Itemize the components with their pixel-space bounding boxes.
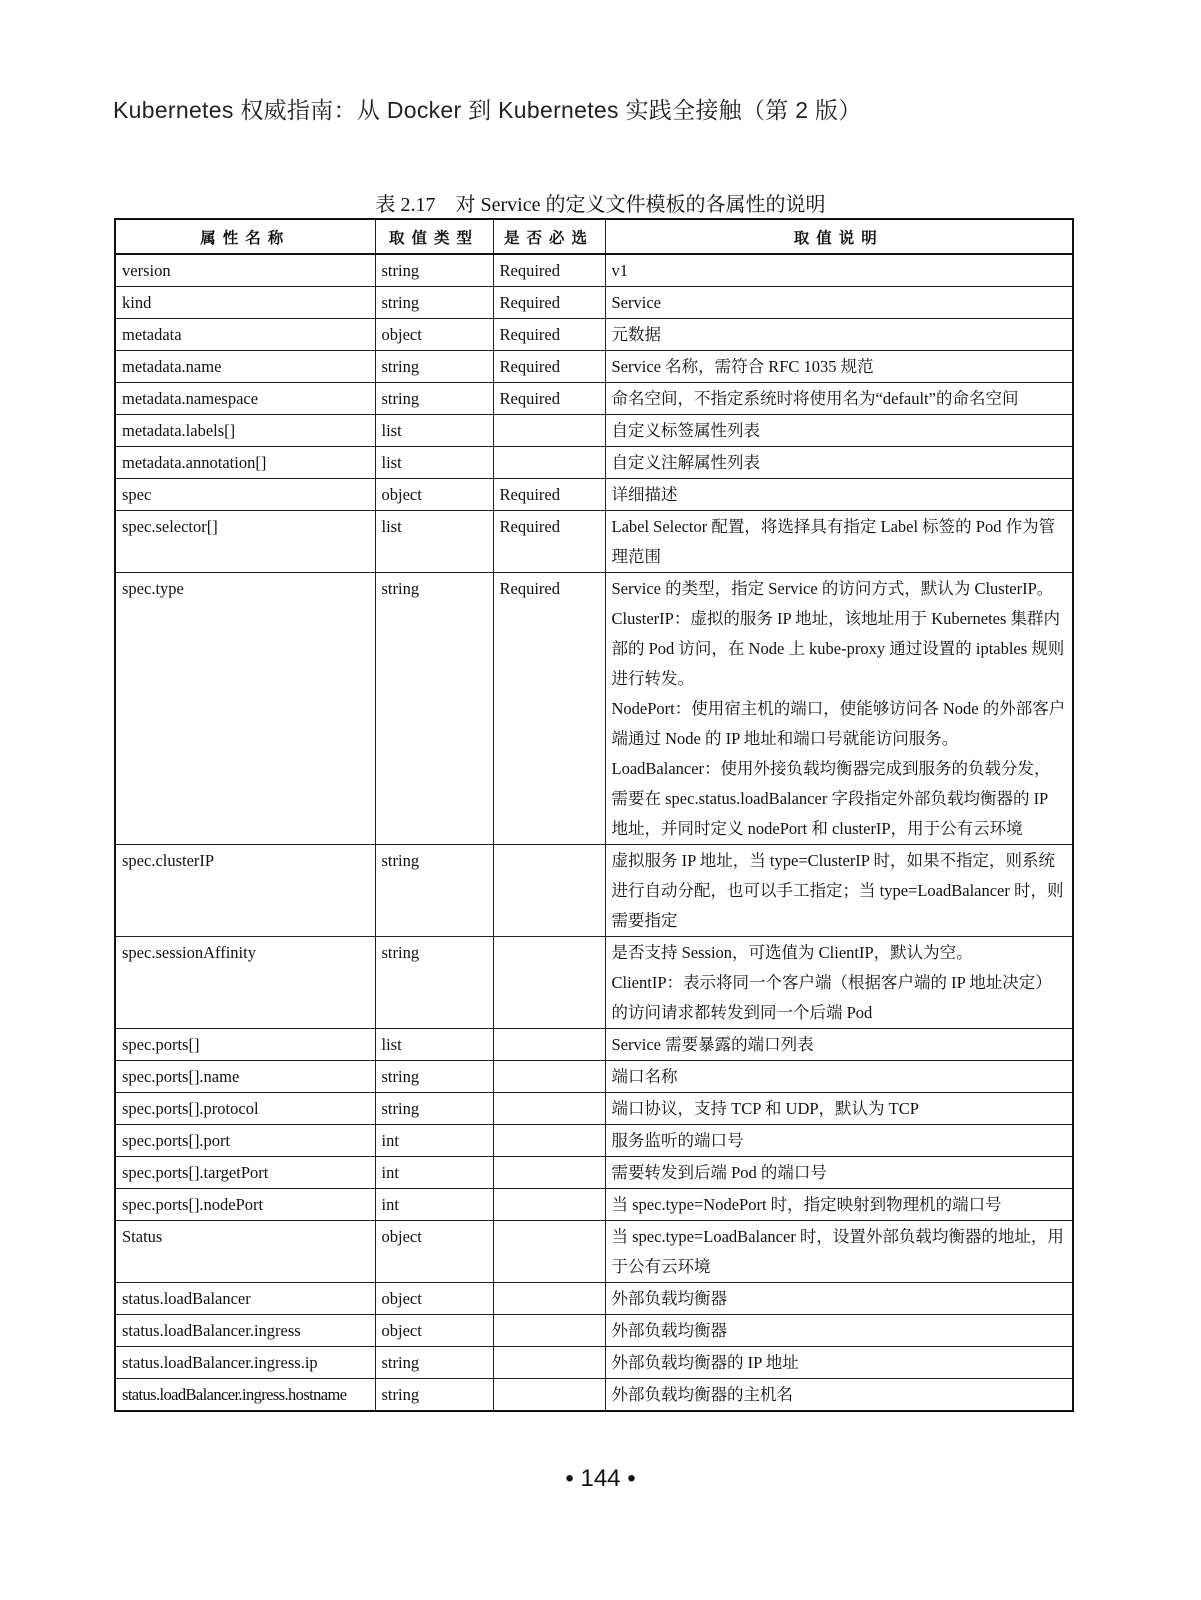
required-cell [493, 1379, 605, 1412]
table-row [115, 254, 1073, 287]
attribute-name-cell: status.loadBalancer.ingress.hostname [115, 1379, 375, 1412]
description-paragraph: LoadBalancer：使用外接负载均衡器完成到服务的负载分发，需要在 spec.status.loadBalancer 字段指定外部负载均衡器的 IP 地址，并同时定义 nodePort 和 clusterIP，用于公有云环境 [611, 759, 1051, 838]
value-type-cell: object [375, 1221, 493, 1283]
description-cell [605, 1189, 1073, 1221]
table-row [115, 319, 1073, 351]
required-cell: Required [493, 573, 605, 845]
required-cell [493, 1221, 605, 1283]
description-paragraph: 服务监听的端口号 [611, 1131, 744, 1150]
description-cell [605, 351, 1073, 383]
table-row [115, 1315, 1073, 1347]
attribute-name-cell: spec.ports[].protocol [115, 1093, 375, 1125]
header-type: 取值类型 [375, 219, 493, 254]
description-paragraph: 端口协议，支持 TCP 和 UDP，默认为 TCP [611, 1099, 919, 1118]
attribute-name-cell: spec.ports[].port [115, 1125, 375, 1157]
required-cell [493, 1315, 605, 1347]
required-cell: Required [493, 351, 605, 383]
description-paragraph: 外部负载均衡器的 IP 地址 [611, 1353, 799, 1372]
description-cell [605, 937, 1073, 1029]
table-header-row [115, 219, 1073, 254]
value-type-cell: object [375, 319, 493, 351]
header-required: 是否必选 [493, 219, 605, 254]
description-cell [605, 1347, 1073, 1379]
description-paragraph: 是否支持 Session，可选值为 ClientIP，默认为空。 [611, 943, 973, 962]
description-cell [605, 319, 1073, 351]
required-cell [493, 1347, 605, 1379]
required-cell: Required [493, 383, 605, 415]
value-type-cell: string [375, 287, 493, 319]
description-cell [605, 1379, 1073, 1412]
table-row [115, 1093, 1073, 1125]
attribute-name-cell: spec.ports[].nodePort [115, 1189, 375, 1221]
description-paragraph: 当 spec.type=LoadBalancer 时，设置外部负载均衡器的地址，用于公有云环境 [611, 1227, 1064, 1276]
description-paragraph: 需要转发到后端 Pod 的端口号 [611, 1163, 827, 1182]
required-cell [493, 1093, 605, 1125]
description-cell [605, 1061, 1073, 1093]
description-paragraph: 详细描述 [611, 485, 678, 504]
description-cell [605, 573, 1073, 845]
attribute-name-cell: status.loadBalancer.ingress.ip [115, 1347, 375, 1379]
description-cell [605, 479, 1073, 511]
description-paragraph: 外部负载均衡器的主机名 [611, 1385, 793, 1404]
table-body [115, 254, 1073, 1411]
description-cell [605, 1125, 1073, 1157]
table-row [115, 1157, 1073, 1189]
required-cell: Required [493, 287, 605, 319]
description-paragraph: Service 名称，需符合 RFC 1035 规范 [611, 357, 874, 376]
description-paragraph: v1 [611, 261, 628, 280]
description-paragraph: NodePort：使用宿主机的端口，使能够访问各 Node 的外部客户端通过 Node 的 IP 地址和端口号就能访问服务。 [611, 699, 1066, 748]
attribute-name-cell: spec.ports[] [115, 1029, 375, 1061]
description-cell [605, 1157, 1073, 1189]
value-type-cell: string [375, 351, 493, 383]
attribute-name-cell: metadata.annotation[] [115, 447, 375, 479]
table-row [115, 1283, 1073, 1315]
required-cell [493, 447, 605, 479]
header-name: 属性名称 [115, 219, 375, 254]
required-cell [493, 845, 605, 937]
description-cell [605, 1315, 1073, 1347]
value-type-cell: list [375, 415, 493, 447]
table-row [115, 937, 1073, 1029]
table-row [115, 573, 1073, 845]
table-row [115, 1347, 1073, 1379]
running-head: Kubernetes 权威指南：从 Docker 到 Kubernetes 实践全接触（第 2 版） [113, 97, 862, 123]
table-row [115, 383, 1073, 415]
attribute-name-cell: metadata.name [115, 351, 375, 383]
value-type-cell: object [375, 1283, 493, 1315]
description-paragraph: Service 需要暴露的端口列表 [611, 1035, 814, 1054]
table-row [115, 351, 1073, 383]
description-cell [605, 845, 1073, 937]
required-cell: Required [493, 254, 605, 287]
description-cell [605, 511, 1073, 573]
table-row [115, 479, 1073, 511]
value-type-cell: int [375, 1189, 493, 1221]
value-type-cell: string [375, 1379, 493, 1412]
value-type-cell: object [375, 479, 493, 511]
required-cell [493, 1061, 605, 1093]
description-paragraph: ClusterIP：虚拟的服务 IP 地址，该地址用于 Kubernetes 集群内部的 Pod 访问，在 Node 上 kube-proxy 通过设置的 iptables 规则进行转发。 [611, 609, 1065, 688]
value-type-cell: string [375, 1061, 493, 1093]
value-type-cell: int [375, 1157, 493, 1189]
required-cell [493, 1125, 605, 1157]
description-cell [605, 1029, 1073, 1061]
table-row [115, 1221, 1073, 1283]
value-type-cell: int [375, 1125, 493, 1157]
description-cell [605, 1221, 1073, 1283]
attribute-name-cell: status.loadBalancer.ingress [115, 1315, 375, 1347]
value-type-cell: list [375, 511, 493, 573]
description-paragraph: 元数据 [611, 325, 661, 344]
attribute-name-cell: status.loadBalancer [115, 1283, 375, 1315]
table-row [115, 447, 1073, 479]
required-cell: Required [493, 319, 605, 351]
attribute-name-cell: spec.ports[].targetPort [115, 1157, 375, 1189]
attribute-name-cell: spec.selector[] [115, 511, 375, 573]
description-paragraph: 自定义标签属性列表 [611, 421, 760, 440]
required-cell [493, 415, 605, 447]
description-cell [605, 415, 1073, 447]
table-row [115, 1379, 1073, 1412]
description-cell [605, 254, 1073, 287]
header-desc: 取值说明 [605, 219, 1073, 254]
attribute-name-cell: metadata.namespace [115, 383, 375, 415]
attribute-name-cell: kind [115, 287, 375, 319]
attribute-name-cell: spec.clusterIP [115, 845, 375, 937]
value-type-cell: list [375, 1029, 493, 1061]
table-row [115, 511, 1073, 573]
attribute-name-cell: spec.sessionAffinity [115, 937, 375, 1029]
attribute-name-cell: metadata.labels[] [115, 415, 375, 447]
description-cell [605, 383, 1073, 415]
value-type-cell: string [375, 937, 493, 1029]
required-cell [493, 1029, 605, 1061]
attribute-name-cell: Status [115, 1221, 375, 1283]
description-paragraph: 端口名称 [611, 1067, 678, 1086]
attribute-name-cell: metadata [115, 319, 375, 351]
table-row [115, 845, 1073, 937]
attribute-table [114, 218, 1074, 1412]
table-row [115, 415, 1073, 447]
value-type-cell: string [375, 1347, 493, 1379]
required-cell [493, 937, 605, 1029]
description-paragraph: Service [611, 293, 661, 312]
page-number: • 144 • [565, 1465, 636, 1492]
attribute-name-cell: spec [115, 479, 375, 511]
required-cell [493, 1157, 605, 1189]
required-cell [493, 1189, 605, 1221]
value-type-cell: object [375, 1315, 493, 1347]
table-row [115, 1029, 1073, 1061]
description-paragraph: 虚拟服务 IP 地址，当 type=ClusterIP 时，如果不指定，则系统进行自动分配，也可以手工指定；当 type=LoadBalancer 时，则需要指定 [611, 851, 1064, 930]
description-paragraph: 命名空间，不指定系统时将使用名为“default”的命名空间 [611, 389, 1019, 408]
attribute-name-cell: spec.ports[].name [115, 1061, 375, 1093]
value-type-cell: string [375, 845, 493, 937]
attribute-name-cell: spec.type [115, 573, 375, 845]
table-row [115, 1061, 1073, 1093]
description-cell [605, 1283, 1073, 1315]
value-type-cell: list [375, 447, 493, 479]
required-cell: Required [493, 479, 605, 511]
table-caption: 表 2.17 对 Service 的定义文件模板的各属性的说明 [375, 194, 826, 216]
description-paragraph: 外部负载均衡器 [611, 1289, 727, 1308]
description-paragraph: Service 的类型，指定 Service 的访问方式，默认为 ClusterIP。 [611, 579, 1054, 598]
description-paragraph: Label Selector 配置，将选择具有指定 Label 标签的 Pod 作为管理范围 [611, 517, 1056, 566]
description-cell [605, 1093, 1073, 1125]
table-row [115, 287, 1073, 319]
attribute-name-cell: version [115, 254, 375, 287]
table-row [115, 1125, 1073, 1157]
description-paragraph: 当 spec.type=NodePort 时，指定映射到物理机的端口号 [611, 1195, 1002, 1214]
value-type-cell: string [375, 1093, 493, 1125]
value-type-cell: string [375, 573, 493, 845]
description-paragraph: ClientIP：表示将同一个客户端（根据客户端的 IP 地址决定）的访问请求都转发到同一个后端 Pod [611, 973, 1052, 1022]
description-cell [605, 287, 1073, 319]
required-cell: Required [493, 511, 605, 573]
value-type-cell: string [375, 383, 493, 415]
description-cell [605, 447, 1073, 479]
required-cell [493, 1283, 605, 1315]
description-paragraph: 外部负载均衡器 [611, 1321, 727, 1340]
description-paragraph: 自定义注解属性列表 [611, 453, 760, 472]
table-row [115, 1189, 1073, 1221]
value-type-cell: string [375, 254, 493, 287]
